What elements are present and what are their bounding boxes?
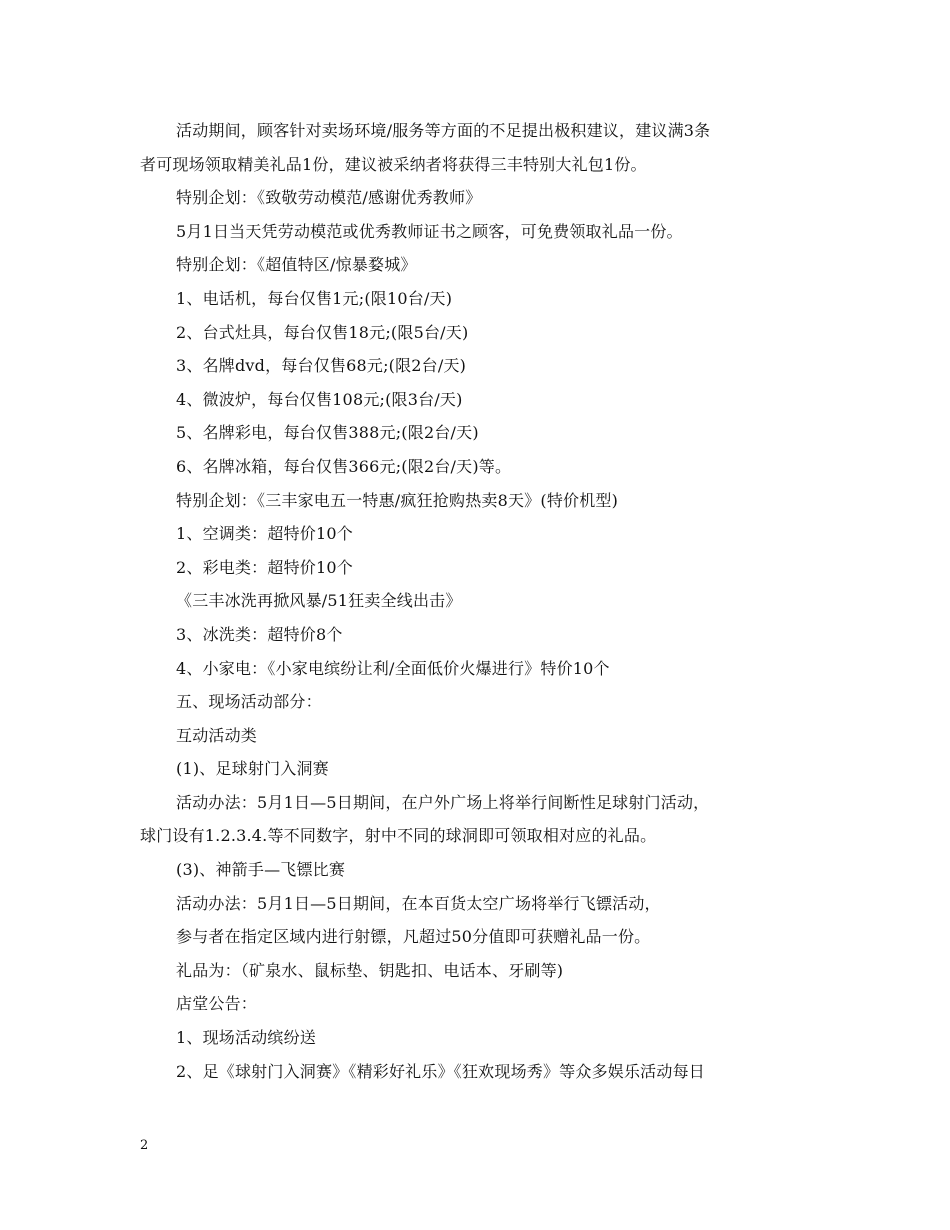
section-heading: 五、现场活动部分： (176, 692, 322, 712)
paragraph-line: 活动办法：5月1日—5日期间，在本百货太空广场将举行飞镖活动， (176, 893, 661, 913)
document-body (140, 114, 815, 1088)
list-item: 5、名牌彩电，每台仅售388元;(限2台/天) (176, 423, 479, 443)
heading-line: 特别企划：《三丰家电五一特惠/疯狂抢购热卖8天》(特价机型) (176, 490, 619, 510)
subsection-heading: 互动活动类 (176, 725, 258, 745)
list-item: 6、名牌冰箱，每台仅售366元;(限2台/天)等。 (176, 456, 512, 476)
list-item: 1、电话机，每台仅售1元;(限10台/天) (176, 288, 453, 308)
list-item: 1、现场活动缤纷送 (176, 1028, 316, 1048)
paragraph-line: 球门设有1.2.3.4.等不同数字，射中不同的球洞即可领取相对应的礼品。 (140, 826, 657, 846)
list-item: 2、台式灶具，每台仅售18元;(限5台/天) (176, 322, 469, 342)
paragraph-line: 者可现场领取精美礼品1份，建议被采纳者将获得三丰特别大礼包1份。 (140, 154, 647, 174)
list-item: 3、名牌dvd，每台仅售68元;(限2台/天) (176, 356, 467, 376)
subsection-heading: (1)、足球射门入洞赛 (176, 759, 329, 779)
list-item: 4、小家电：《小家电缤纷让利/全面低价火爆进行》特价10个 (176, 658, 610, 678)
list-item: 2、足《球射门入洞赛》《精彩好礼乐》《狂欢现场秀》等众多娱乐活动每日 (176, 1061, 705, 1081)
list-item: 1、空调类：超特价10个 (176, 524, 353, 544)
list-item: 2、彩电类：超特价10个 (176, 557, 353, 577)
heading-line: 特别企划：《致敬劳动模范/感谢优秀教师》 (176, 188, 482, 208)
heading-line: 特别企划：《超值特区/惊暴婺城》 (176, 255, 417, 275)
paragraph-line: 活动办法：5月1日—5日期间，在户外广场上将举行间断性足球射门活动， (176, 792, 710, 812)
subsection-heading: (3)、神箭手—飞镖比赛 (176, 860, 346, 880)
paragraph-line: 活动期间，顾客针对卖场环境/服务等方面的不足提出极积建议，建议满3条 (176, 121, 711, 140)
paragraph-line: 5月1日当天凭劳动模范或优秀教师证书之顾客，可免费领取礼品一份。 (176, 221, 683, 241)
list-item: 4、微波炉，每台仅售108元;(限3台/天) (176, 389, 463, 409)
heading-line: 《三丰冰洗再掀风暴/51狂卖全线出击》 (176, 591, 462, 611)
list-item: 3、冰洗类：超特价8个 (176, 624, 343, 644)
paragraph-line: 礼品为：（矿泉水、鼠标垫、钥匙扣、电话本、牙刷等) (176, 960, 564, 980)
page-number: 2 (140, 1138, 149, 1153)
paragraph-line: 参与者在指定区域内进行射镖，凡超过50分值即可获赠礼品一份。 (176, 927, 651, 947)
subsection-heading: 店堂公告： (176, 994, 258, 1014)
